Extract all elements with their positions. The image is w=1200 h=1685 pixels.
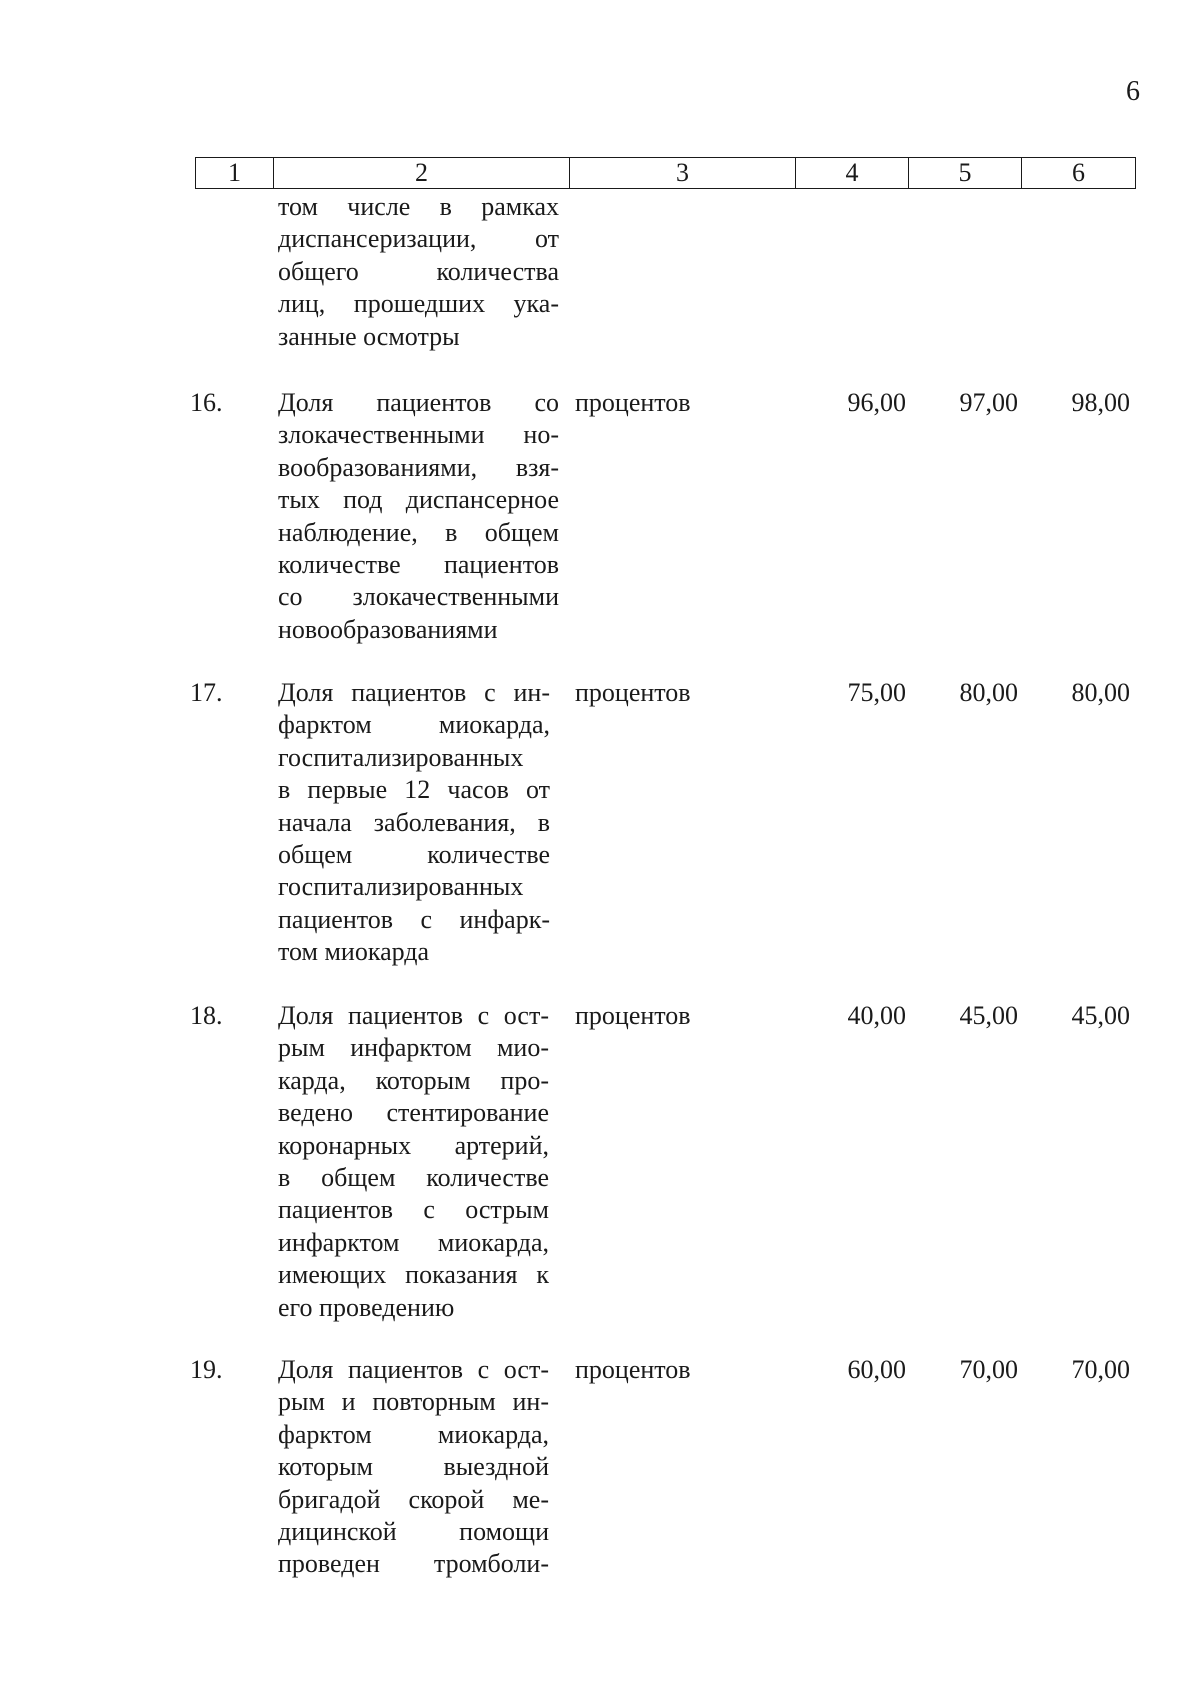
description-line: злокачественными но-	[278, 420, 559, 450]
description-line: Доля пациентов с ин-	[278, 678, 550, 707]
description-line: инфарктом миокарда,	[278, 1227, 549, 1257]
value-column-6: 98,00	[1071, 388, 1130, 417]
description-line: со злокачественными	[278, 582, 559, 612]
description-line: карда, которым про-	[278, 1065, 549, 1095]
column-header-2: 2	[274, 158, 570, 189]
value-column-5: 70,00	[959, 1355, 1018, 1384]
value-column-5: 45,00	[959, 1001, 1018, 1030]
description-line: бригадой скорой ме-	[278, 1484, 549, 1514]
table-header	[195, 157, 1136, 189]
description-line: в первые 12 часов от	[278, 775, 550, 805]
description-line: фарктом миокарда,	[278, 710, 550, 740]
description-line: рым и повторным ин-	[278, 1387, 549, 1417]
column-header-4: 4	[796, 158, 909, 189]
description-line: лиц, прошедших ука-	[278, 289, 559, 319]
description-line: вообразованиями, взя-	[278, 452, 559, 482]
description-line: наблюдение, в общем	[278, 517, 559, 547]
description-line: том числе в рамках	[278, 192, 559, 221]
unit-of-measure: процентов	[575, 1001, 691, 1030]
unit-of-measure: процентов	[575, 388, 691, 417]
row-number: 16.	[190, 388, 223, 417]
description-line: пациентов с острым	[278, 1195, 549, 1225]
description-line: коронарных артерий,	[278, 1130, 549, 1160]
description-line: занные осмотры	[278, 321, 460, 351]
page-number: 6	[1126, 76, 1140, 107]
description-line: новообразованиями	[278, 614, 498, 644]
description-line: Доля пациентов с ост-	[278, 1001, 549, 1030]
description-line: имеющих показания к	[278, 1260, 549, 1290]
description-line: проведен тромболи-	[278, 1549, 549, 1579]
indicator-description	[278, 1354, 549, 1581]
column-header-3: 3	[570, 158, 796, 189]
indicator-description	[278, 191, 559, 353]
unit-of-measure: процентов	[575, 1355, 691, 1384]
value-column-6: 45,00	[1071, 1001, 1130, 1030]
unit-of-measure: процентов	[575, 678, 691, 707]
value-column-4: 96,00	[847, 388, 906, 417]
column-header-1: 1	[196, 158, 274, 189]
indicator-description	[278, 387, 559, 646]
description-line: Доля пациентов с ост-	[278, 1355, 549, 1384]
description-line: том миокарда	[278, 937, 430, 967]
row-number: 17.	[190, 678, 223, 707]
column-header-5: 5	[909, 158, 1022, 189]
value-column-6: 80,00	[1071, 678, 1130, 707]
value-column-5: 97,00	[959, 388, 1018, 417]
description-line: общем количестве	[278, 840, 550, 870]
description-line: фарктом миокарда,	[278, 1419, 549, 1449]
description-line: госпитализированных	[278, 872, 524, 902]
description-line: дицинской помощи	[278, 1517, 549, 1547]
description-line: пациентов с инфарк-	[278, 904, 550, 934]
description-line: ведено стентирование	[278, 1098, 549, 1128]
indicator-description	[278, 677, 550, 969]
description-line: которым выездной	[278, 1452, 549, 1482]
row-number: 19.	[190, 1355, 223, 1384]
description-line: количестве пациентов	[278, 550, 559, 580]
row-number: 18.	[190, 1001, 223, 1030]
value-column-6: 70,00	[1071, 1355, 1130, 1384]
column-header-6: 6	[1022, 158, 1136, 189]
value-column-5: 80,00	[959, 678, 1018, 707]
description-line: общего количества	[278, 256, 559, 286]
description-line: рым инфарктом мио-	[278, 1033, 549, 1063]
indicator-description	[278, 1000, 549, 1324]
value-column-4: 40,00	[847, 1001, 906, 1030]
description-line: Доля пациентов со	[278, 388, 559, 417]
description-line: в общем количестве	[278, 1163, 549, 1193]
description-line: начала заболевания, в	[278, 807, 550, 837]
value-column-4: 75,00	[847, 678, 906, 707]
description-line: госпитализированных	[278, 742, 524, 772]
description-line: тых под диспансерное	[278, 485, 559, 515]
description-line: диспансеризации, от	[278, 224, 559, 254]
value-column-4: 60,00	[847, 1355, 906, 1384]
table-header-row	[196, 158, 1136, 189]
description-line: его проведению	[278, 1292, 455, 1322]
